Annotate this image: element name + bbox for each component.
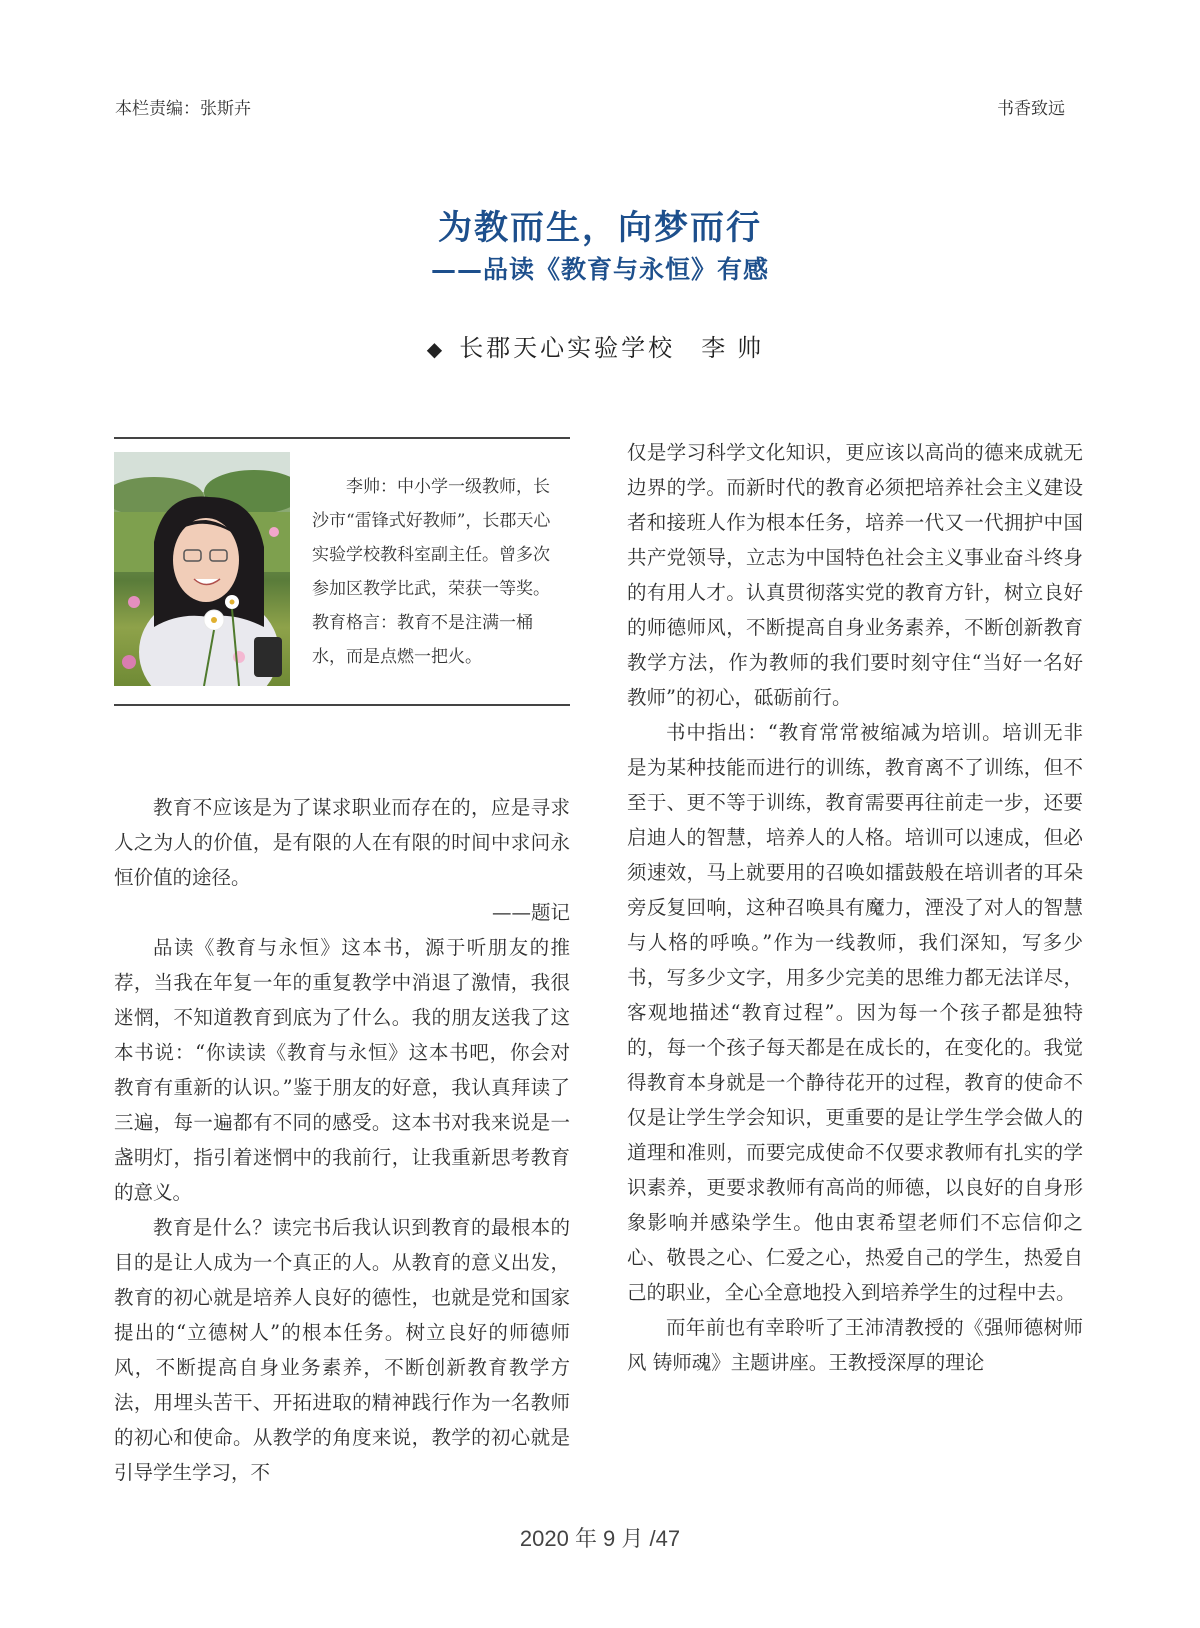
article-subtitle: ——品读《教育与永恒》有感 (430, 255, 769, 284)
diamond-icon: ◆ (426, 337, 446, 361)
author-photo (114, 452, 290, 686)
epigraph: 教育不应该是为了谋求职业而存在的，应是寻求人之为人的价值，是有限的人在有限的时间中求问永恒价值的途径。 (114, 796, 570, 889)
article-title: 为教而生，向梦而行 (438, 208, 762, 248)
paragraph: 教育是什么？读完书后我认识到教育的最根本的目的是让人成为一个真正的人。从教育的意义出发，教育的初心就是培养人良好的德性，也就是党和国家提出的“立德树人”的根本任务。树立良好的师德师风，不断提高自身业务素养，不断创新教育教学方法，用埋头苦干、开拓进取的精神践行作为一名教师的初心和使命。从教学的角度来说，教学的初心就是引导学生学习，不 (114, 1216, 570, 1484)
left-column (114, 790, 570, 1490)
section-name: 书香致远 (997, 99, 1065, 118)
paragraph: 而年前也有幸聆听了王沛清教授的《强师德树师风 铸师魂》主题讲座。王教授深厚的理论 (627, 1316, 1083, 1374)
editor-credit: 本栏责编：张斯卉 (115, 99, 251, 118)
author-bio: 李帅：中小学一级教师，长沙市“雷锋式好教师”，长郡天心实验学校教科室副主任。曾多次参加区教学比武，荣获一等奖。教育格言：教育不是注满一桶水，而是点燃一把火。 (312, 477, 551, 667)
paragraph: 仅是学习科学文化知识，更应该以高尚的德来成就无边界的学。而新时代的教育必须把培养社会主义建设者和接班人作为根本任务，培养一代又一代拥护中国共产党领导，立志为中国特色社会主义事业奋斗终身的有用人才。认真贯彻落实党的教育方针，树立良好的师德师风，不断提高自身业务素养，不断创新教育教学方法，作为教师的我们要时刻守住“当好一名好教师”的初心，砥砺前行。 (627, 441, 1083, 709)
bio-top-rule (114, 437, 570, 439)
byline (0, 328, 1200, 363)
epigraph-sign: ——题记 (491, 901, 570, 924)
bio-bottom-rule (114, 704, 570, 706)
byline-author: 李帅 (701, 334, 774, 362)
right-column (627, 435, 1083, 1380)
byline-school: 长郡天心实验学校 (459, 334, 676, 362)
paragraph: 品读《教育与永恒》这本书，源于听朋友的推荐，当我在年复一年的重复教学中消退了激情，我很迷惘，不知道教育到底为了什么。我的朋友送我了这本书说：“你读读《教育与永恒》这本书吧，你会对教育有重新的认识。”鉴于朋友的好意，我认真拜读了三遍，每一遍都有不同的感受。这本书对我来说是一盏明灯，指引着迷惘中的我前行，让我重新思考教育的意义。 (114, 936, 570, 1204)
portrait-icon (114, 452, 290, 686)
page-number: 2020 年 9 月 /47 (519, 1526, 681, 1551)
paragraph: 书中指出：“教育常常被缩减为培训。培训无非是为某种技能而进行的训练，教育离不了训练，但不至于、更不等于训练，教育需要再往前走一步，还要启迪人的智慧，培养人的人格。培训可以速成，但必须速效，马上就要用的召唤如擂鼓般在培训者的耳朵旁反复回响，这种召唤具有魔力，湮没了对人的智慧与人格的呼唤。”作为一线教师，我们深知，写多少书，写多少文字，用多少完美的思维力都无法详尽，客观地描述“教育过程”。因为每一个孩子都是独特的，每一个孩子每天都是在成长的，在变化的。我觉得教育本身就是一个静待花开的过程，教育的使命不仅是让学生学会知识，更重要的是让学生学会做人的道理和准则，而要完成使命不仅要求教师有扎实的学识素养，更要求教师有高尚的师德，以良好的自身形象影响并感染学生。他由衷希望老师们不忘信仰之心、敬畏之心、仁爱之心，热爱自己的学生，热爱自己的职业，全心全意地投入到培养学生的过程中去。 (627, 721, 1083, 1304)
